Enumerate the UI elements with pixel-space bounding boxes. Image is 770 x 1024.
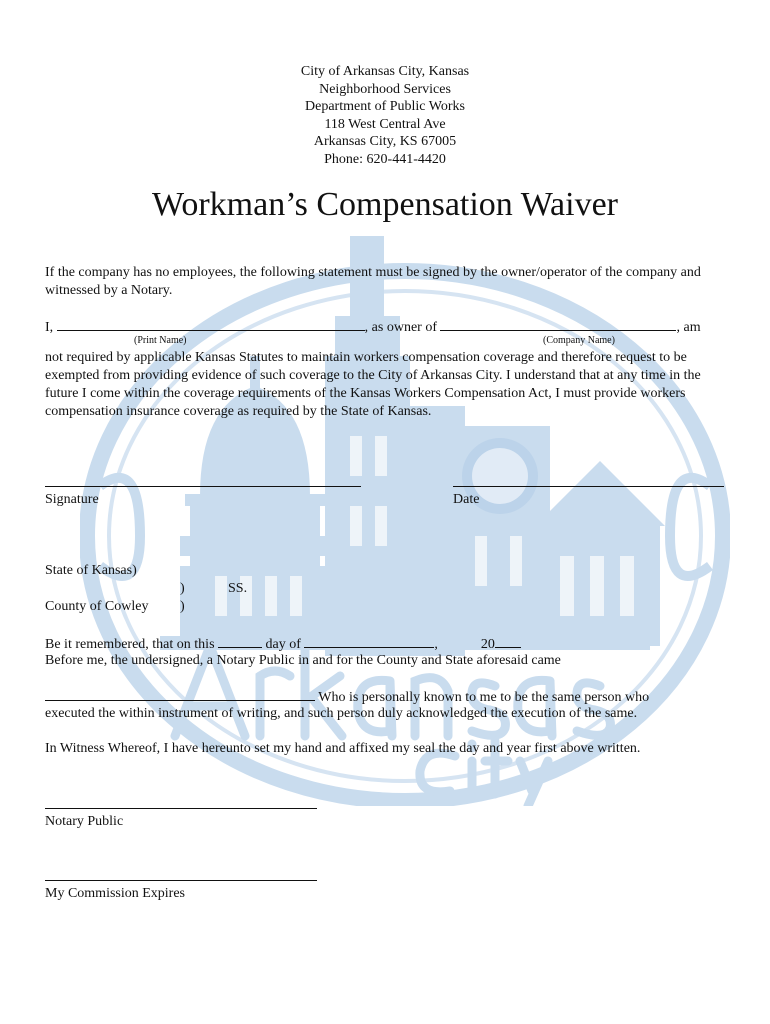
company-name-blank[interactable] [440, 318, 676, 331]
notary-label: Notary Public [45, 814, 124, 829]
person-name-blank[interactable] [45, 688, 315, 701]
intro-paragraph: If the company has no employees, the following statement must be signed by the owner/operator of the company and witnessed by a Notary. [45, 265, 701, 298]
header-line-department: Department of Public Works [305, 99, 465, 115]
year-blank[interactable] [495, 635, 521, 648]
before-me-line: Before me, the undersigned, a Notary Public in and for the County and State aforesaid came [45, 653, 561, 668]
signature-label: Signature [45, 492, 99, 507]
remembered-line [45, 635, 521, 653]
statement-prefix: I, [45, 320, 54, 335]
venue-ss: SS. [228, 581, 248, 596]
witness-line: In Witness Whereof, I have hereunto set my hand and affixed my seal the day and year first above written. [45, 741, 641, 756]
venue-state: State of Kansas) [45, 563, 137, 578]
print-name-caption: (Print Name) [134, 335, 187, 346]
header-line-city: City of Arkansas City, Kansas [300, 64, 470, 79]
header-line-phone: Phone: 620-441-4420 [324, 151, 446, 167]
known-line-2: executed the within instrument of writing, and such person duly acknowledged the execution of the same. [45, 706, 638, 721]
statement-middle: , as owner of [364, 320, 437, 335]
date-line[interactable] [453, 486, 724, 487]
remembered-text-4: 20 [480, 637, 495, 652]
venue-paren-1: ) [180, 581, 185, 596]
header-line-street: 118 West Central Ave [324, 116, 446, 132]
header-line-division: Neighborhood Services [319, 81, 451, 97]
remembered-text-1: Be it remembered, that on this [45, 637, 215, 652]
statement-suffix: , am [676, 320, 701, 335]
date-label: Date [453, 492, 480, 507]
month-blank[interactable] [304, 635, 434, 648]
known-line [45, 688, 649, 706]
notary-signature-line[interactable] [45, 808, 317, 809]
venue-paren-2: ) [180, 599, 185, 614]
signature-line[interactable] [45, 486, 361, 487]
day-blank[interactable] [218, 635, 262, 648]
commission-line[interactable] [45, 880, 317, 881]
statement-body: not required by applicable Kansas Statutes to maintain workers compensation coverage and therefore request to be exempted from providing evidence of such coverage to the City of Arkansas City. I understand that at any time in the future I come within the coverage requirements of the Kansas Workers Compensation Act, I must provide workers compensation insurance coverage as required by the State of Kansas. [45, 350, 701, 419]
venue-county: County of Cowley [45, 599, 149, 614]
print-name-blank[interactable] [57, 318, 365, 331]
remembered-text-2: day of [265, 637, 301, 652]
department-header [0, 63, 770, 169]
remembered-text-3: , [434, 637, 438, 652]
header-line-city-state-zip: Arkansas City, KS 67005 [313, 134, 457, 150]
commission-label: My Commission Expires [45, 886, 186, 901]
company-name-caption: (Company Name) [543, 335, 615, 346]
known-text-1: Who is personally known to me to be the same person who [318, 690, 650, 705]
document-title: Workman’s Compensation Waiver [151, 186, 619, 223]
statement-line [45, 318, 701, 336]
